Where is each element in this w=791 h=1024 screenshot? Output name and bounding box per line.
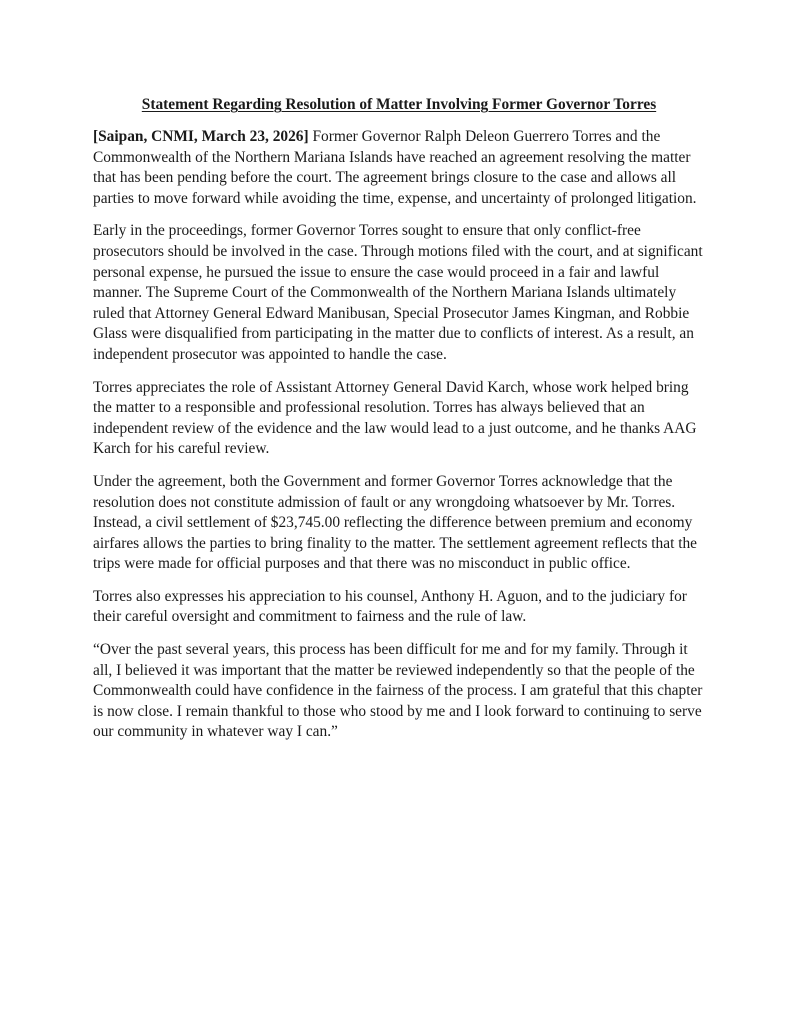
appreciation-counsel-paragraph: Torres also expresses his appreciation to his counsel, Anthony H. Aguon, and to the judiciary for their careful oversight and commitment to fairness and the rule of law. (93, 587, 687, 626)
proceedings-paragraph: Early in the proceedings, former Governor Torres sought to ensure that only conflict-free prosecutors should be involved in the case. Through motions filed with the court, and at significant personal expense, he pursued the issue to ensure the case would proceed in a fair and lawful manner. The Supreme Court of the Commonwealth of the Northern Mariana Islands ultimately ruled that Attorney General Edward Manibusan, Special Prosecutor James Kingman, and Robbie Glass were disqualified from participating in the matter due to conflicts of interest. As a result, an independent prosecutor was appointed to handle the case. (93, 222, 703, 363)
dateline: [Saipan, CNMI, March 23, 2026] (93, 128, 309, 145)
agreement-terms-paragraph: Under the agreement, both the Government and former Governor Torres acknowledge that the resolution does not constitute admission of fault or any wrongdoing whatsoever by Mr. Torres. Instead, a civil settlement of $23,745.00 reflecting the difference between premium and economy airfares allows the parties to bring finality to the matter. The settlement agreement reflects that the trips were made for official purposes and that there was no misconduct in public office. (93, 472, 698, 573)
document-body (93, 95, 705, 755)
opening-paragraph (93, 127, 705, 209)
appreciation-karch-paragraph: Torres appreciates the role of Assistant Attorney General David Karch, whose work helped bring the matter to a responsible and professional resolution. Torres has always believed that an independent review of the evidence and the law would lead to a just outcome, and he thanks AAG Karch for his careful review. (93, 378, 697, 458)
document-title: Statement Regarding Resolution of Matter Involving Former Governor Torres (141, 96, 657, 113)
opening-paragraph-text: Former Governor Ralph Deleon Guerrero Torres and the Commonwealth of the Northern Mariana Islands have reached an agreement resolving the matter that has been pending before the court. The agreement brings closure to the case and allows all parties to move forward while avoiding the time, expense, and uncertainty of prolonged litigation. (93, 128, 697, 207)
quote-paragraph: “Over the past several years, this process has been difficult for me and for my family. Through it all, I believed it was important that the matter be reviewed independently so that the people of the Commonwealth could have confidence in the fairness of the process. I am grateful that this chapter is now close. I remain thankful to those who stood by me and I look forward to continuing to serve our community in whatever way I can.” (93, 641, 703, 741)
